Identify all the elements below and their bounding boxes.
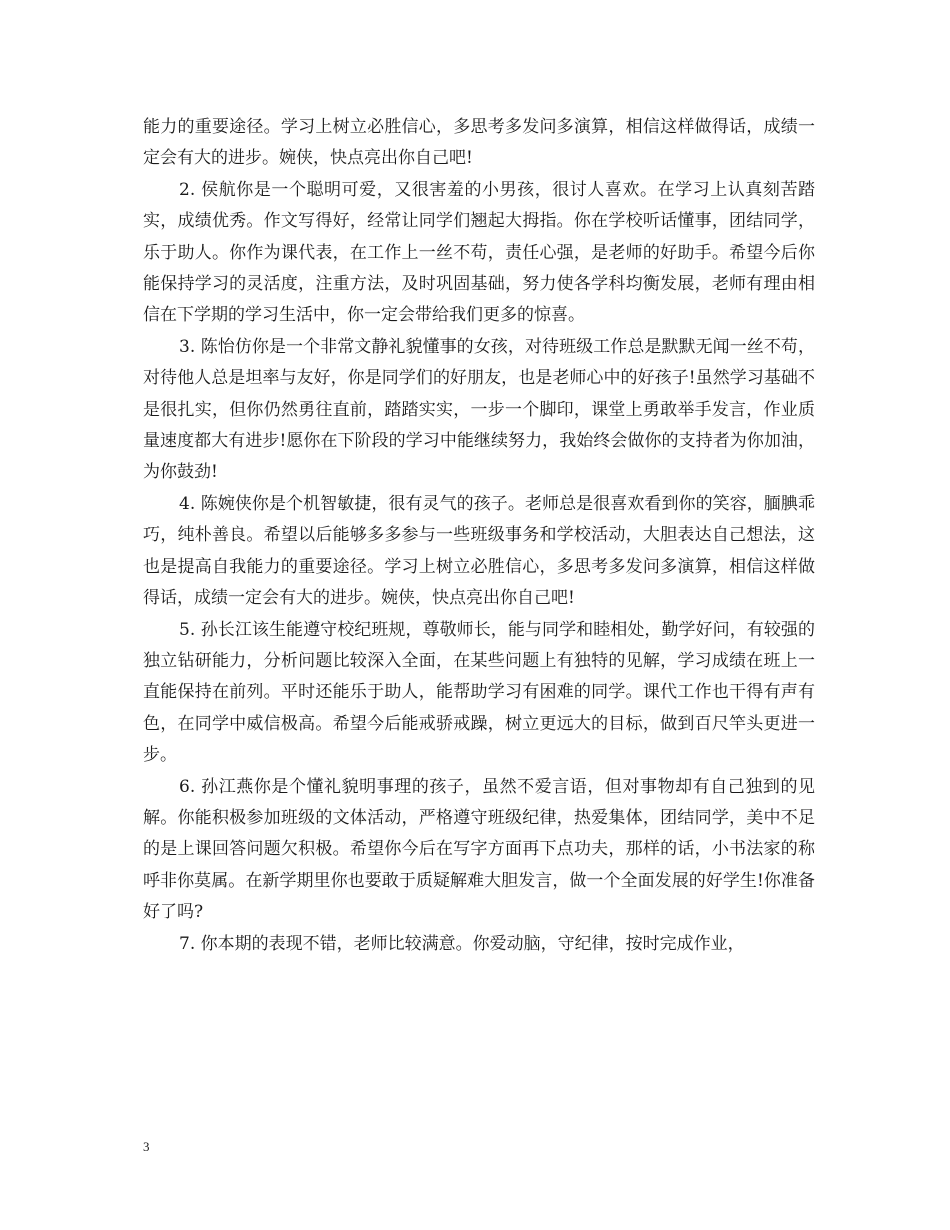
paragraph-item-3: 3. 陈怡仿你是一个非常文静礼貌懂事的女孩，对待班级工作总是默默无闻一丝不苟，对待他人总是坦率与友好，你是同学们的好朋友，也是老师心中的好孩子!虽然学习基础不是很扎实，但你仍然勇往直前，踏踏实实，一步一个脚印，课堂上勇敢举手发言，作业质量速度都大有进步!愿你在下阶段的学习中能继续努力，我始终会做你的支持者为你加油，为你鼓劲! <box>143 336 815 483</box>
paragraph-item-7: 7. 你本期的表现不错，老师比较满意。你爱动脑，守纪律，按时完成作业， <box>179 933 745 954</box>
document-body <box>143 112 815 960</box>
paragraph-item-6: 6. 孙江燕你是个懂礼貌明事理的孩子，虽然不爱言语，但对事物却有自己独到的见解。你能积极参加班级的文体活动，严格遵守班级纪律，热爱集体，团结同学，美中不足的是上课回答问题欠积极。希望你今后在写字方面再下点功夫，那样的话，小书法家的称呼非你莫属。在新学期里你也要敢于质疑解难大胆发言，做一个全面发展的好学生!你准备好了吗? <box>143 776 815 923</box>
page-number: 3 <box>143 1139 150 1154</box>
paragraph-item-5: 5. 孙长江该生能遵守校纪班规，尊敬师长，能与同学和睦相处，勤学好问，有较强的独立钻研能力，分析问题比较深入全面，在某些问题上有独特的见解，学习成绩在班上一直能保持在前列。平时还能乐于助人，能帮助学习有困难的同学。课代工作也干得有声有色，在同学中威信极高。希望今后能戒骄戒躁，树立更远大的目标，做到百尺竿头更进一步。 <box>143 619 815 766</box>
paragraph-item-2: 2. 侯航你是一个聪明可爱，又很害羞的小男孩，很讨人喜欢。在学习上认真刻苦踏实，成绩优秀。作文写得好，经常让同学们翘起大拇指。你在学校听话懂事，团结同学，乐于助人。你作为课代表，在工作上一丝不苟，责任心强，是老师的好助手。希望今后你能保持学习的灵活度，注重方法，及时巩固基础，努力使各学科均衡发展，老师有理由相信在下学期的学习生活中，你一定会带给我们更多的惊喜。 <box>143 179 815 326</box>
paragraph-item-4: 4. 陈婉侠你是个机智敏捷，很有灵气的孩子。老师总是很喜欢看到你的笑容，腼腆乖巧，纯朴善良。希望以后能够多多参与一些班级事务和学校活动，大胆表达自己想法，这也是提高自我能力的重要途径。学习上树立必胜信心，多思考多发问多演算，相信这样做得话，成绩一定会有大的进步。婉侠，快点亮出你自己吧! <box>143 493 815 609</box>
paragraph-continuation: 能力的重要途径。学习上树立必胜信心，多思考多发问多演算，相信这样做得话，成绩一定会有大的进步。婉侠，快点亮出你自己吧! <box>143 117 815 169</box>
